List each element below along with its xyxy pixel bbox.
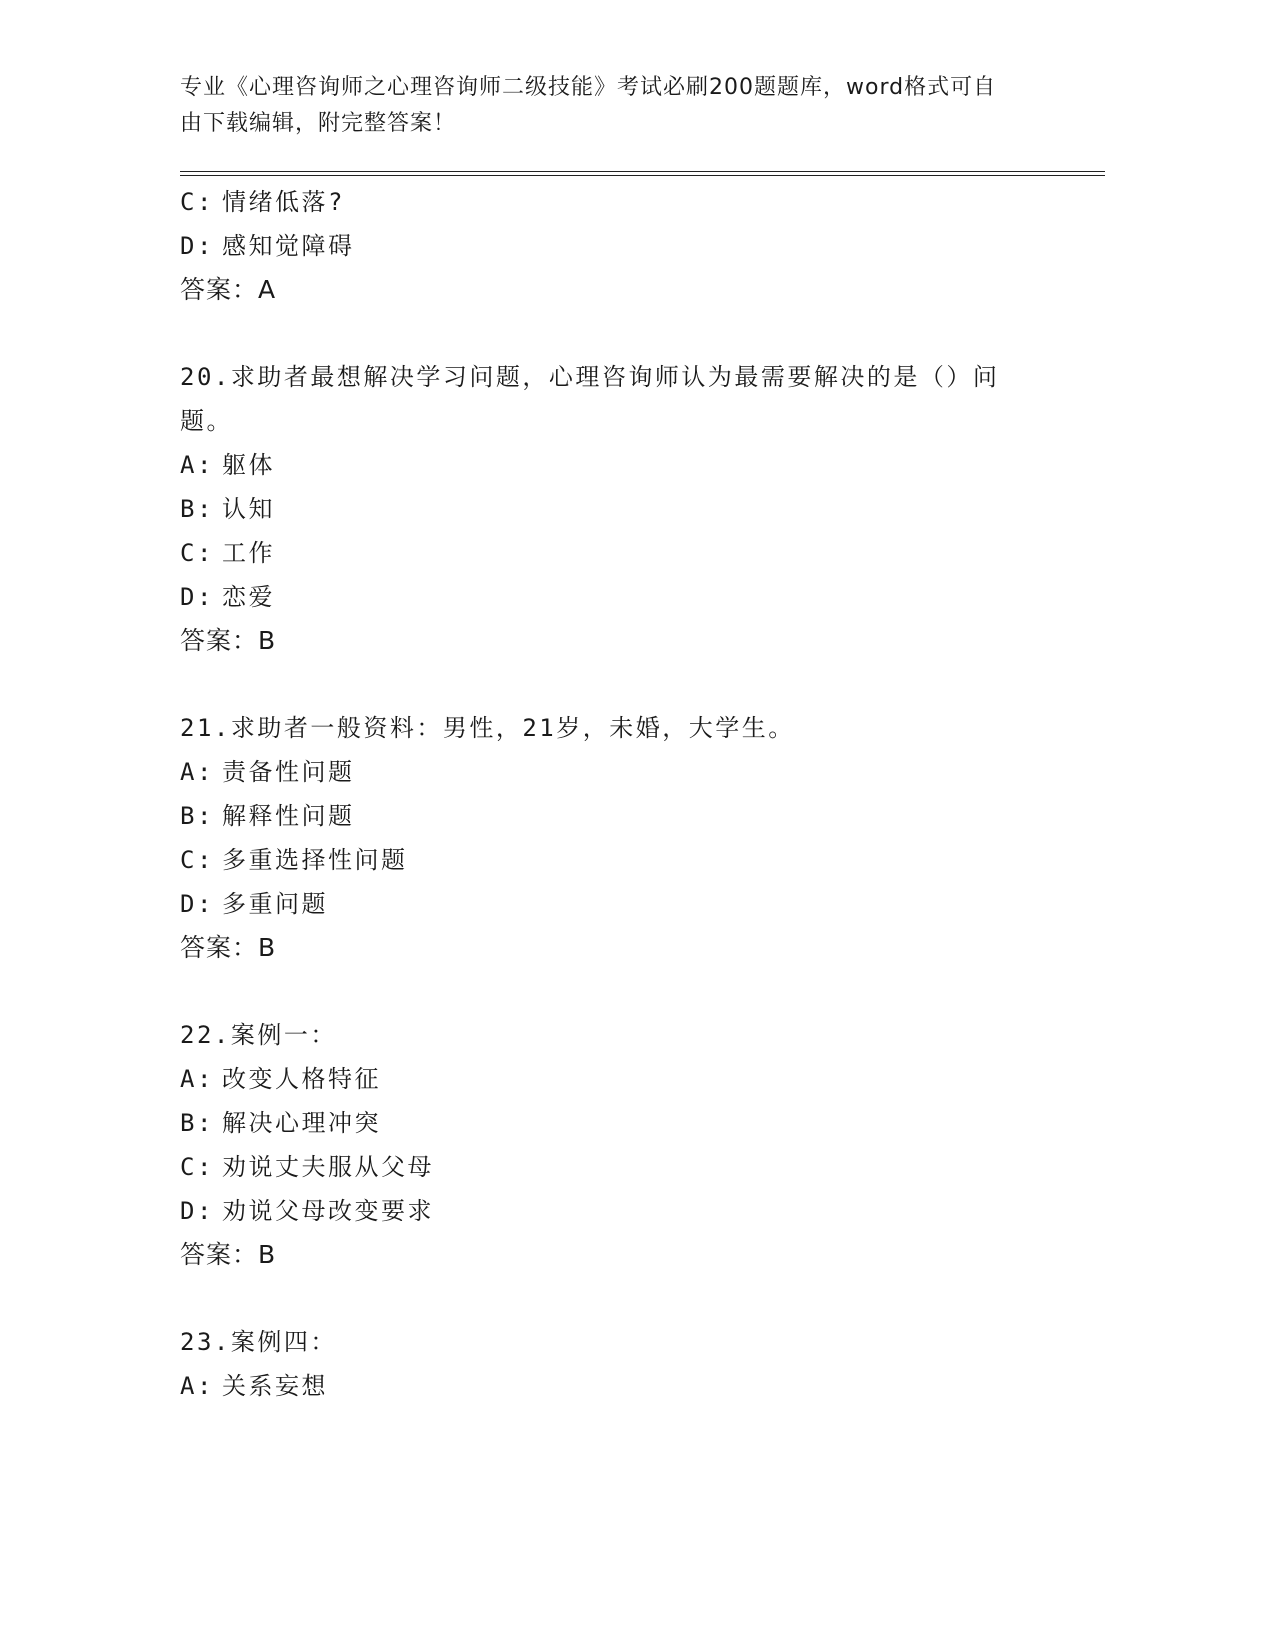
option-b: [180, 794, 1080, 838]
option-text: 关系妄想: [222, 1372, 328, 1400]
option-d: [180, 224, 1080, 268]
answer-line: 答案：B: [180, 626, 277, 655]
question-text: 22.案例一：: [180, 1021, 337, 1049]
option-label: B:: [180, 495, 214, 523]
answer-line: 答案：B: [180, 933, 277, 962]
option-a: [180, 1057, 1080, 1101]
option-c: [180, 531, 1080, 575]
option-text: 工作: [222, 539, 275, 567]
option-c: [180, 1145, 1080, 1189]
option-d: [180, 575, 1080, 619]
header-line-2: 由下载编辑，附完整答案！: [180, 111, 457, 136]
option-text: 躯体: [222, 451, 275, 479]
option-label: D:: [180, 890, 214, 918]
option-label: D:: [180, 583, 214, 611]
option-label: C:: [180, 539, 214, 567]
question-block-22: [180, 1013, 1080, 1277]
option-text: 解决心理冲突: [222, 1109, 381, 1137]
header-divider-top: [180, 171, 1105, 172]
option-label: A:: [180, 1372, 214, 1400]
option-label: D:: [180, 1197, 214, 1225]
option-text: 认知: [222, 495, 275, 523]
header-line-1: 专业《心理咨询师之心理咨询师二级技能》考试必刷200题题库，word格式可自: [180, 75, 997, 100]
option-text: 多重问题: [222, 890, 328, 918]
option-text: 感知觉障碍: [222, 232, 355, 260]
option-text: 恋爱: [222, 583, 275, 611]
header-divider-bottom: [180, 175, 1105, 176]
option-text: 改变人格特征: [222, 1065, 381, 1093]
option-d: [180, 882, 1080, 926]
option-b: [180, 487, 1080, 531]
question-text: 20.求助者最想解决学习问题，心理咨询师认为最需要解决的是（）问: [180, 363, 1000, 391]
option-b: [180, 1101, 1080, 1145]
question-list: [180, 180, 1080, 1408]
option-label: B:: [180, 802, 214, 830]
option-text: 责备性问题: [222, 758, 355, 786]
option-a: [180, 1364, 1080, 1408]
answer-line: 答案：B: [180, 1240, 277, 1269]
option-a: [180, 750, 1080, 794]
option-text: 情绪低落?: [222, 188, 345, 216]
option-d: [180, 1189, 1080, 1233]
answer-line: 答案：A: [180, 275, 277, 304]
option-text: 劝说父母改变要求: [222, 1197, 434, 1225]
option-text: 多重选择性问题: [222, 846, 408, 874]
question-text-continued: 题。: [180, 407, 233, 435]
option-label: C:: [180, 846, 214, 874]
option-label: A:: [180, 1065, 214, 1093]
option-c: [180, 838, 1080, 882]
option-label: C:: [180, 188, 214, 216]
document-header: [180, 70, 1040, 142]
option-label: D:: [180, 232, 214, 260]
question-block-20: [180, 355, 1080, 663]
question-block-19: [180, 180, 1080, 312]
option-a: [180, 443, 1080, 487]
option-text: 劝说丈夫服从父母: [222, 1153, 434, 1181]
option-label: C:: [180, 1153, 214, 1181]
option-label: A:: [180, 758, 214, 786]
question-text: 23.案例四：: [180, 1328, 337, 1356]
question-text: 21.求助者一般资料：男性，21岁，未婚，大学生。: [180, 714, 795, 742]
question-block-23: [180, 1320, 1080, 1408]
option-text: 解释性问题: [222, 802, 355, 830]
option-label: B:: [180, 1109, 214, 1137]
option-label: A:: [180, 451, 214, 479]
question-block-21: [180, 706, 1080, 970]
option-c: [180, 180, 1080, 224]
